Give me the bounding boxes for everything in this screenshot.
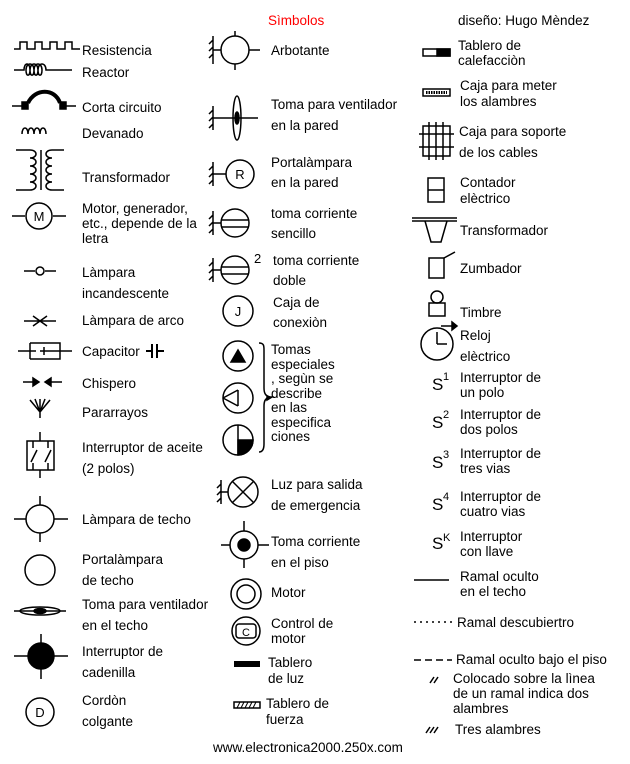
two-wires-mark-icon (430, 677, 438, 683)
motor-control-icon (232, 617, 260, 645)
svg-text:J: J (234, 304, 242, 319)
label-chispero: Chispero (82, 376, 137, 391)
label-tablero-calefaccion: Tablero de calefacciòn (458, 38, 526, 68)
label-cordon-colgante: Cordòn colgante (82, 693, 134, 729)
electric-meter-icon (428, 178, 444, 202)
svg-text:S: S (432, 375, 444, 394)
key-switch-icon (432, 532, 451, 553)
svg-text:3: 3 (443, 449, 450, 461)
label-interruptor-cuatro-vias: Interruptor de cuatro vias (460, 489, 542, 519)
label-toma-sencillo: toma corriente sencillo (271, 206, 358, 241)
motor-icon (231, 579, 261, 609)
label-caja-alambres: Caja para meter los alambres (460, 78, 557, 109)
resistor-icon (14, 42, 80, 49)
incandescent-lamp-icon (24, 267, 56, 275)
label-resistencia: Resistencia (82, 43, 152, 58)
four-way-switch-icon (432, 491, 449, 514)
author-credit: diseño: Hugo Mèndez (458, 13, 590, 28)
label-lampara-de-arco: Làmpara de arco (82, 313, 185, 328)
label-ramal-descubierto: Ramal descubiertro (457, 615, 575, 630)
label-portalampara-techo: Portalàmpara de techo (82, 552, 164, 588)
label-toma-piso: Toma corriente en el piso (271, 534, 361, 570)
label-devanado: Devanado (82, 126, 144, 141)
pull-box-icon (423, 89, 450, 96)
label-interruptor-cadenilla: Interruptor de cadenilla (82, 644, 164, 680)
circuit-breaker-icon (12, 92, 76, 109)
ceiling-lampholder-icon (25, 555, 55, 585)
light-panel-icon (234, 661, 260, 667)
label-contador-electrico: Contador elèctrico (460, 175, 516, 206)
ceiling-fan-outlet-icon (14, 607, 66, 615)
sheet-title: Sìmbolos (268, 13, 325, 28)
label-ramal-oculto-piso: Ramal oculto bajo el piso (456, 652, 607, 667)
label-interruptor-aceite: Interruptor de aceite (2 polos) (82, 440, 203, 476)
spark-gap-icon (23, 378, 62, 386)
label-tablero-luz: Tablero de luz (268, 655, 313, 686)
label-corta-circuito: Corta circuito (82, 100, 162, 115)
label-transformador-poste: Transformador (460, 223, 549, 238)
label-arbotante: Arbotante (271, 43, 330, 58)
label-reactor: Reactor (82, 65, 130, 80)
cable-support-box-icon (419, 122, 454, 160)
svg-text:2: 2 (254, 251, 262, 266)
single-outlet-icon (209, 209, 249, 237)
label-interruptor-tres-vias: Interruptor de tres vias (460, 446, 542, 476)
electric-clock-icon (421, 322, 457, 360)
single-pole-switch-icon (432, 371, 449, 394)
wall-fan-outlet-icon (209, 96, 258, 140)
pull-chain-switch-icon (14, 634, 68, 679)
svg-text:S: S (432, 413, 444, 432)
label-capacitor: Capacitor (82, 344, 140, 359)
lightning-arrester-icon (30, 399, 50, 418)
motor-generator-icon (12, 203, 66, 229)
wall-bracket-icon (209, 31, 260, 70)
label-timbre: Timbre (460, 305, 502, 320)
label-motor-generador: Motor, generador, etc., depende de la letra (82, 201, 197, 246)
floor-outlet-icon (221, 521, 269, 568)
label-dos-alambres: Colocado sobre la lìnea de un ramal indica dos alambres (453, 671, 595, 716)
label-zumbador: Zumbador (460, 261, 522, 276)
label-tres-alambres: Tres alambres (455, 722, 541, 737)
power-panel-icon (234, 702, 260, 708)
svg-text:4: 4 (443, 491, 450, 503)
label-tomas-especiales: Tomas especiales , segùn se describe en las especifica ciones (271, 342, 335, 444)
label-control-motor: Control de motor (271, 616, 334, 646)
svg-text:K: K (443, 532, 451, 544)
svg-text:S: S (432, 534, 444, 553)
duplex-outlet-icon (209, 251, 261, 284)
label-caja-conexion: Caja de conexiòn (273, 295, 328, 330)
svg-text:C: C (242, 627, 250, 639)
transformer-pole-icon (412, 218, 457, 242)
capacitor-icon (18, 343, 164, 359)
label-ramal-oculto-techo: Ramal oculto en el techo (460, 569, 539, 599)
label-lampara-de-techo: Làmpara de techo (82, 512, 191, 527)
svg-text:1: 1 (443, 371, 450, 383)
label-reloj-electrico: Reloj elèctrico (460, 328, 511, 364)
reactor-icon (14, 64, 72, 75)
svg-text:S: S (432, 453, 444, 472)
label-interruptor-dos-polos: Interruptor de dos polos (460, 407, 542, 437)
buzzer-icon (429, 252, 455, 278)
svg-text:M: M (33, 209, 45, 224)
label-caja-soporte-cables: Caja para soporte de los cables (459, 124, 567, 160)
pendant-cord-icon (26, 698, 54, 726)
label-interruptor-llave: Interruptor con llave (460, 529, 523, 559)
arc-lamp-icon (24, 316, 56, 326)
heating-panel-icon (423, 49, 450, 56)
label-ventilador-techo: Toma para ventilador en el techo (82, 597, 209, 633)
winding-icon (22, 128, 46, 134)
svg-text:2: 2 (443, 409, 450, 421)
label-motor: Motor (271, 585, 306, 600)
label-interruptor-un-polo: Interruptor de un polo (460, 370, 542, 400)
double-pole-switch-icon (432, 409, 449, 432)
ceiling-lamp-icon (14, 496, 68, 542)
svg-text:R: R (235, 167, 245, 182)
label-toma-doble: toma corriente doble (273, 253, 360, 288)
three-wires-mark-icon (426, 727, 438, 733)
svg-text:D: D (35, 705, 45, 720)
label-luz-emergencia: Luz para salida de emergencia (271, 477, 363, 513)
emergency-light-icon (217, 477, 258, 507)
bell-icon (429, 291, 445, 316)
oil-switch-icon (27, 432, 54, 478)
website-footer: www.electronica2000.250x.com (213, 740, 403, 755)
wall-lampholder-icon (209, 160, 254, 188)
label-lampara-incandescente: Làmpara incandescente (82, 265, 170, 301)
svg-text:S: S (432, 495, 444, 514)
junction-box-icon (223, 296, 253, 326)
label-pararrayos: Pararrayos (82, 405, 149, 420)
special-outlets-icon (223, 341, 272, 455)
label-portalampara-pared: Portalàmpara en la pared (271, 155, 353, 190)
label-tablero-fuerza: Tablero de fuerza (266, 696, 330, 727)
label-ventilador-pared: Toma para ventilador en la pared (271, 97, 398, 133)
label-transformador: Transformador (82, 170, 171, 185)
three-way-switch-icon (432, 449, 449, 472)
transformer-icon (16, 150, 64, 190)
